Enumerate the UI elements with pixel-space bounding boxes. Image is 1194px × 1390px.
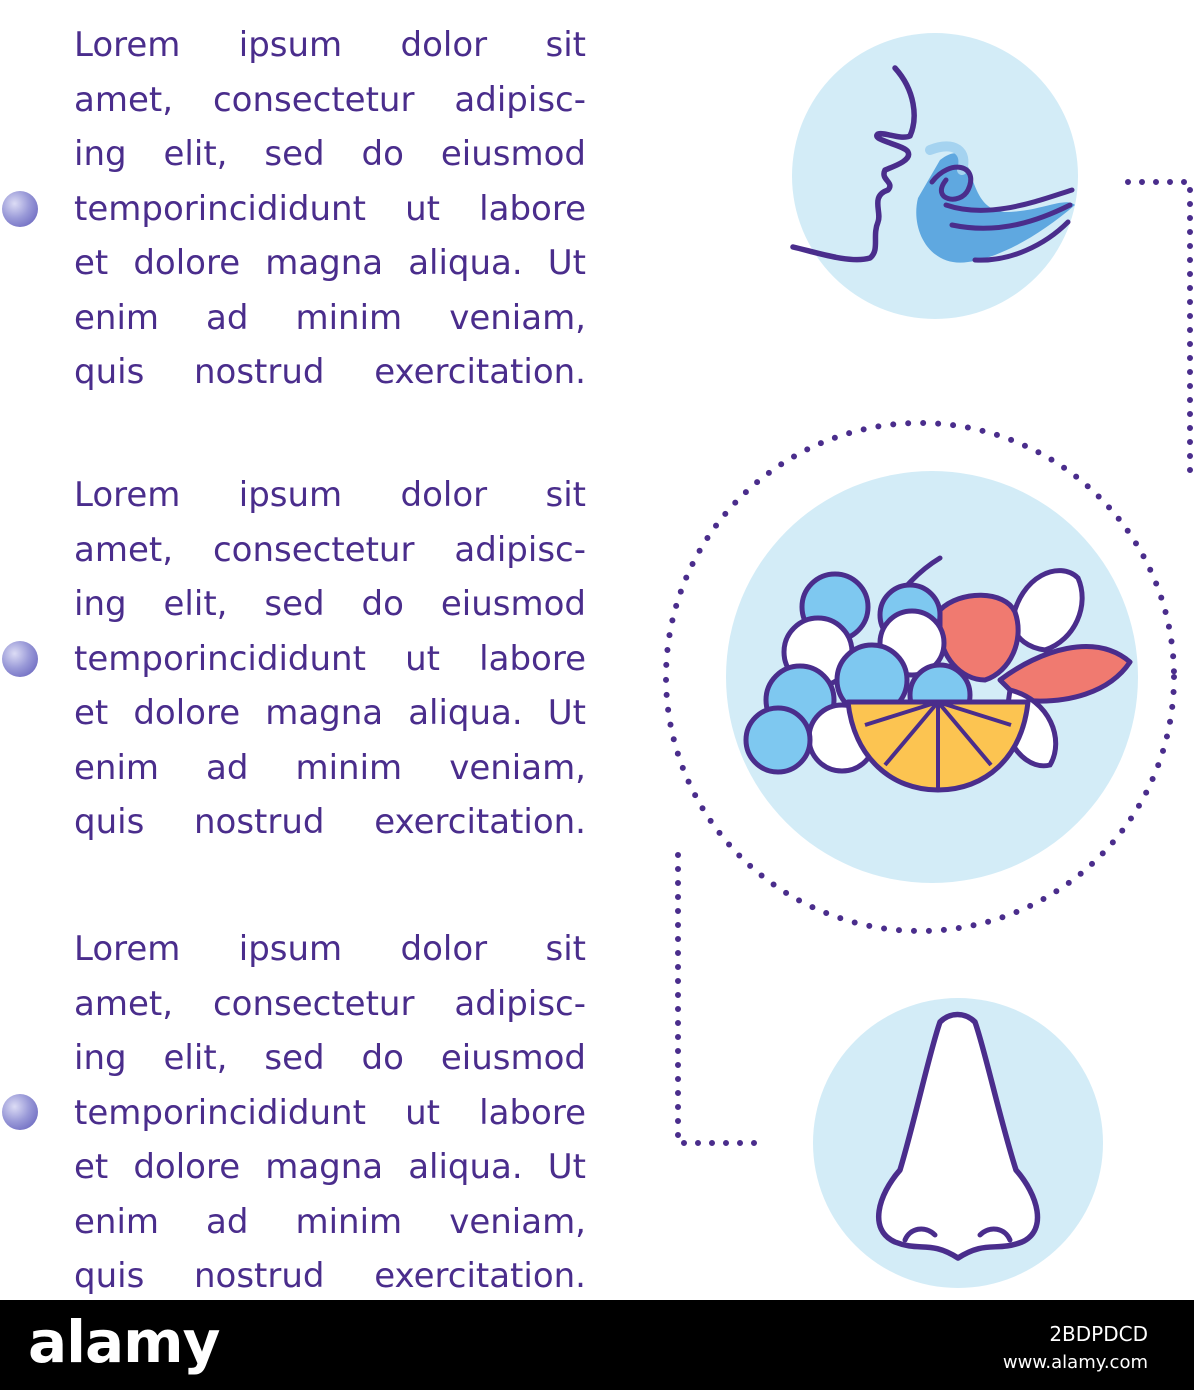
paragraph-line: amet, consectetur adipisc-	[74, 79, 586, 120]
paragraph-line: temporincididunt ut labore	[74, 1092, 586, 1133]
nose-icon	[813, 998, 1103, 1288]
paragraph-line: et dolore magna aliqua. Ut	[74, 1147, 586, 1187]
paragraph-line: enim ad minim veniam,	[74, 747, 586, 788]
paragraph-line: quis nostrud exercitation.	[74, 1256, 586, 1296]
paragraph-line: et dolore magna aliqua. Ut	[74, 693, 586, 733]
paragraph-line: Lorem ipsum dolor sit	[74, 929, 586, 969]
paragraph-line: enim ad minim veniam,	[74, 297, 586, 338]
paragraph-line: enim ad minim veniam,	[74, 1201, 586, 1242]
paragraph-line: ing elit, sed do eiusmod	[74, 584, 586, 624]
paragraph-line: ing elit, sed do eiusmod	[74, 134, 586, 174]
face-exhale-icon	[792, 33, 1078, 319]
paragraph-line: et dolore magna aliqua. Ut	[74, 243, 586, 283]
fruit-bowl-icon	[726, 471, 1138, 883]
watermark-bar	[0, 1300, 1194, 1390]
paragraph-line: quis nostrud exercitation.	[74, 802, 586, 842]
source-url-label: www.alamy.com	[1002, 1352, 1148, 1373]
dotted-connector-bottom	[678, 855, 760, 1143]
paragraph-line: temporincididunt ut labore	[74, 188, 586, 229]
image-id-label: 2BDPDCD	[1049, 1322, 1148, 1346]
paragraph-line: Lorem ipsum dolor sit	[74, 475, 586, 515]
paragraph-line: Lorem ipsum dolor sit	[74, 25, 586, 65]
paragraph-line: ing elit, sed do eiusmod	[74, 1038, 586, 1078]
paragraph-line: amet, consectetur adipisc-	[74, 529, 586, 570]
dotted-connector-top	[1128, 182, 1190, 478]
brand-logo: alamy	[28, 1308, 220, 1376]
paragraph-line: temporincididunt ut labore	[74, 638, 586, 679]
paragraph-line: quis nostrud exercitation.	[74, 352, 586, 392]
paragraph-line: amet, consectetur adipisc-	[74, 983, 586, 1024]
